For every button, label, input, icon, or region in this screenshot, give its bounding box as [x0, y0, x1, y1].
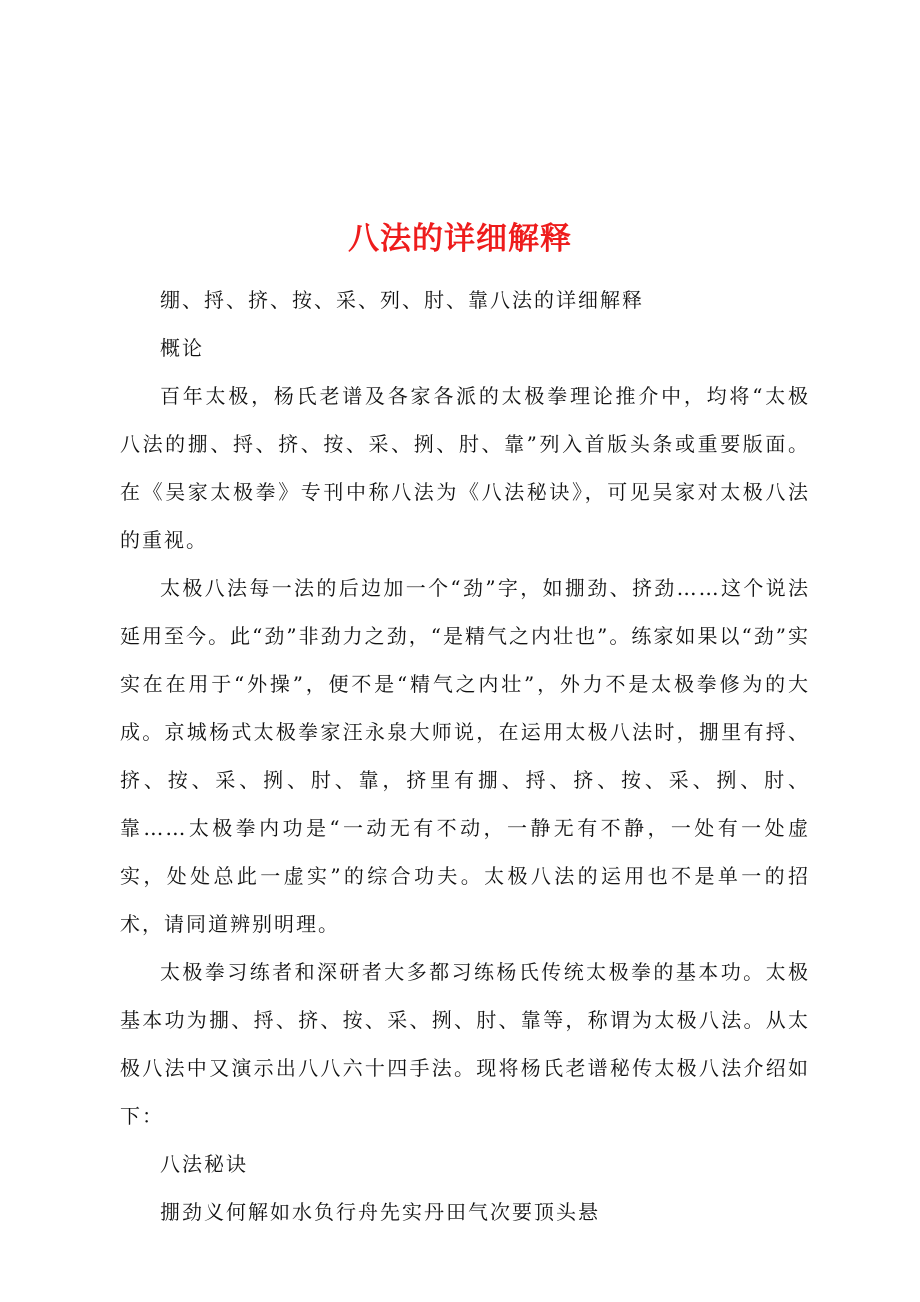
body-paragraph: 太极拳习练者和深研者大多都习练杨氏传统太极拳的基本功。太极基本功为掤、捋、挤、按、采、挒、肘、靠等，称谓为太极八法。从太极八法中又演示出八八六十四手法。现将杨氏老谱秘传太极八法介绍如下： — [120, 960, 810, 1128]
body-paragraph: 太极八法每一法的后边加一个“劲”字，如掤劲、挤劲……这个说法延用至今。此“劲”非劲力之劲，“是精气之内壮也”。练家如果以“劲”实实在在用于“外操”，便不是“精气之内壮”，外力不是太极拳修为的大成。京城杨式太极拳家汪永泉大师说，在运用太极八法时，掤里有捋、挤、按、采、挒、肘、靠，挤里有掤、捋、挤、按、采、挒、肘、靠……太极拳内功是“一动无有不动，一静无有不静，一处有一处虚实，处处总此一虚实”的综合功夫。太极八法的运用也不是单一的招术，请同道辨别明理。 — [120, 576, 810, 936]
document-title: 八法的详细解释 — [348, 220, 572, 257]
subtitle-paragraph: 绷、捋、挤、按、采、列、肘、靠八法的详细解释 — [160, 288, 644, 312]
section-heading-secrets: 八法秘诀 — [160, 1152, 248, 1176]
verse-line: 掤劲义何解如水负行舟先实丹田气次要顶头悬 — [160, 1200, 600, 1224]
document-body — [120, 276, 810, 1236]
body-paragraph: 百年太极，杨氏老谱及各家各派的太极拳理论推介中，均将“太极八法的掤、捋、挤、按、采、挒、肘、靠”列入首版头条或重要版面。在《吴家太极拳》专刊中称八法为《八法秘诀》，可见吴家对太极八法的重视。 — [120, 384, 810, 552]
section-heading-overview: 概论 — [160, 336, 204, 360]
